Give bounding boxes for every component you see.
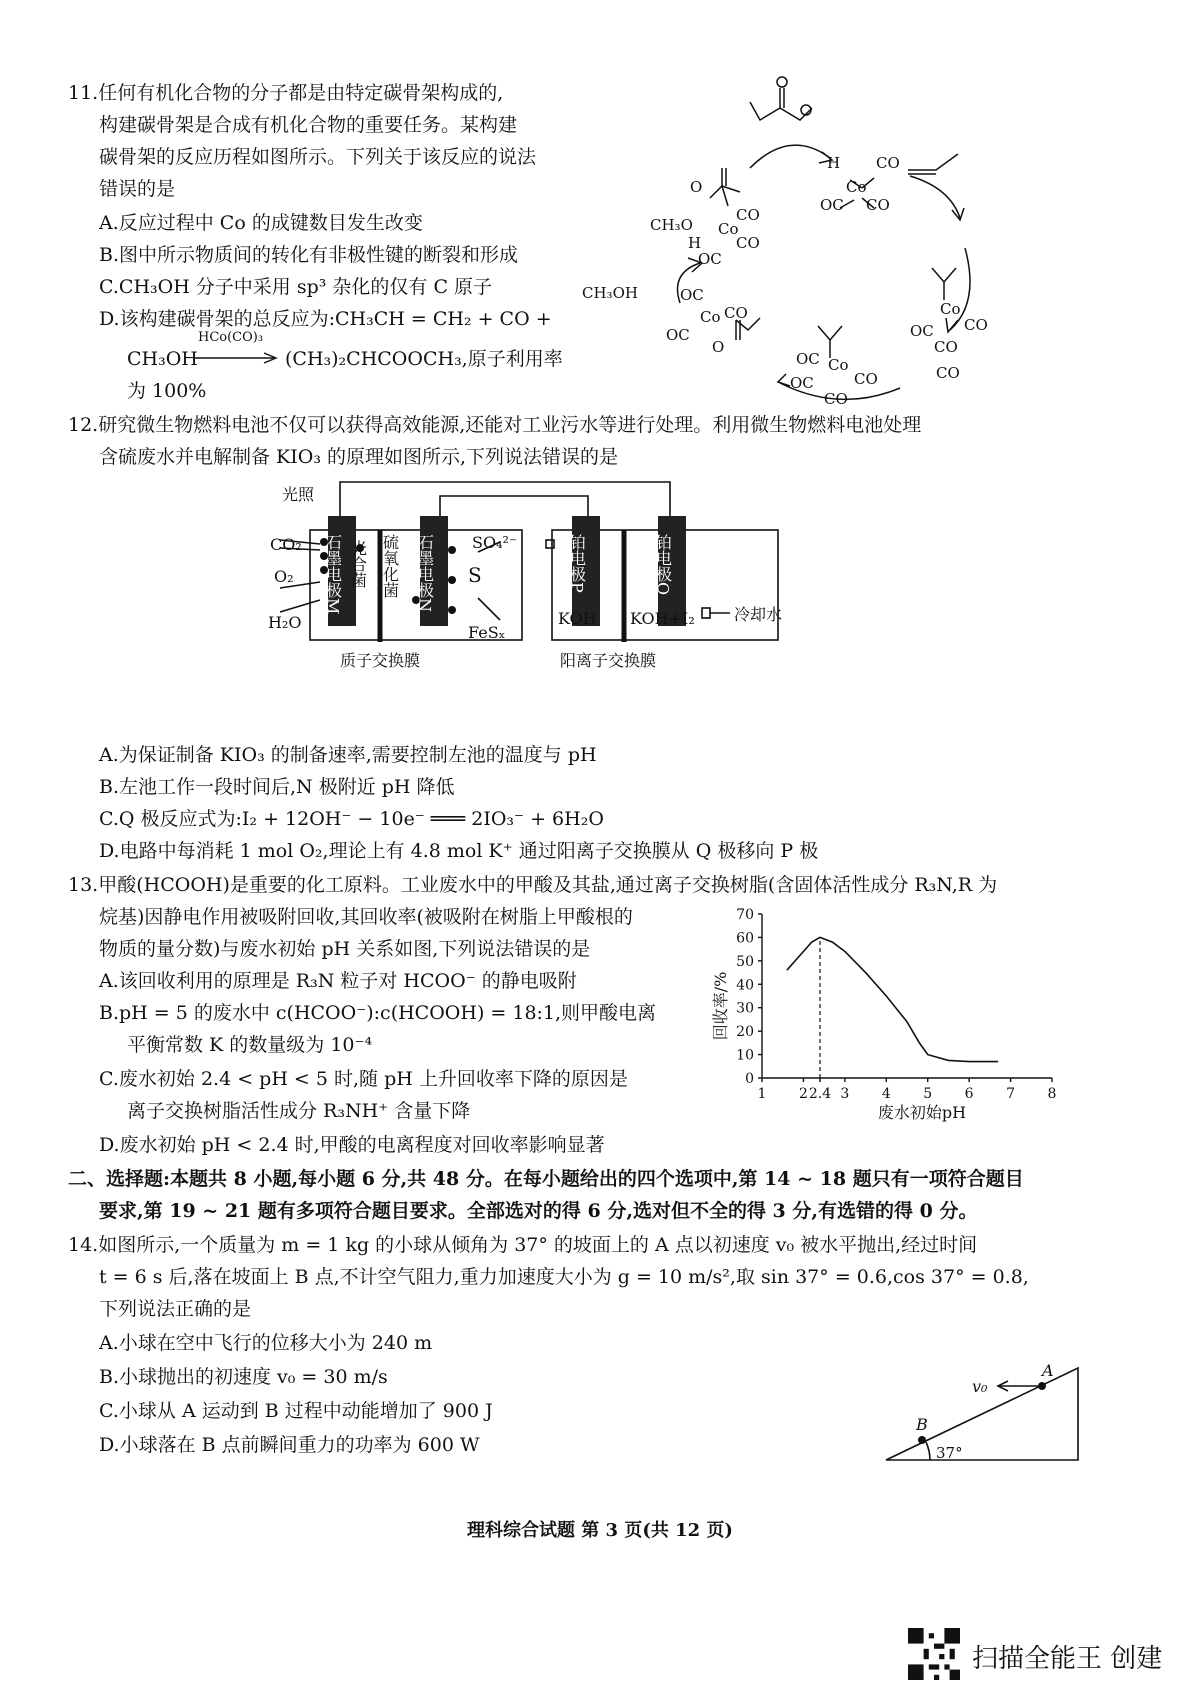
chart-x-tick-label: 7 [1006, 1086, 1016, 1102]
q14-fig-angle: 37° [936, 1444, 963, 1462]
q14-fig-v0: v₀ [972, 1377, 988, 1396]
q11-fig-oc-2: OC [698, 250, 722, 268]
q11-option-d-product: (CH₃)₂CHCOOCH₃,原子利用率 [285, 348, 563, 370]
chart-x-tick-label: 6 [964, 1086, 974, 1102]
q12-fuel-cell-figure [260, 470, 860, 720]
chart-y-tick-label: 40 [736, 977, 754, 994]
page-footer: 理科综合试题 第 3 页(共 12 页) [467, 1520, 733, 1541]
q11-fig-oc-1: OC [820, 196, 844, 214]
chart-y-tick-label: 60 [736, 930, 754, 947]
q11-option-d: D.该构建碳骨架的总反应为:CH₃CH = CH₂ + CO + [99, 308, 552, 330]
chart-x-tick-label: 1 [757, 1086, 767, 1102]
chart-y-tick-label: 30 [736, 1000, 754, 1017]
q11-stem-line-4: 错误的是 [99, 178, 176, 200]
q12-label-co2: CO₂ [270, 535, 302, 554]
scanner-brand-text: 扫描全能王 创建 [972, 1644, 1163, 1674]
chart-xlabel: 废水初始pH [877, 1103, 967, 1122]
q11-stem-line-3: 碳骨架的反应历程如图所示。下列关于该反应的说法 [99, 146, 537, 168]
q14-stem-line-2: t = 6 s 后,落在坡面上 B 点,不计空气阻力,重力加速度大小为 g = 10 m/s²,取 sin 37° = 0.6,cos 37° = 0.8, [99, 1266, 1029, 1288]
q11-fig-oc-5: OC [910, 322, 934, 340]
chart-y-tick-label: 50 [736, 953, 754, 970]
q11-fig-oc-3: OC [680, 286, 704, 304]
q12-option-d: D.电路中每消耗 1 mol O₂,理论上有 4.8 mol K⁺ 通过阳离子交换膜从 Q 极移向 P 极 [99, 840, 819, 862]
chart-y-tick-label: 20 [736, 1024, 754, 1041]
q13-option-c-cont: 离子交换树脂活性成分 R₃NH⁺ 含量下降 [127, 1100, 471, 1122]
q11-fig-cobalt-1: Co [846, 178, 867, 196]
q12-label-s: S [468, 563, 482, 587]
q12-label-electrode-p: 铂电极P [567, 534, 587, 593]
q12-label-bacteria-1: 光合菌 [348, 540, 368, 588]
q11-fig-o-1: O [690, 178, 703, 196]
chart-ylabel: 回收率/% [711, 971, 730, 1041]
section2-line-2: 要求,第 19 ~ 21 题有多项符合题目要求。全部选对的得 6 分,选对但不全的得 3 分,有选错的得 0 分。 [99, 1200, 978, 1222]
q11-fig-h3co: CH₃O [650, 216, 693, 234]
q11-stem-line-1: 11.任何有机化合物的分子都是由特定碳骨架构成的, [68, 82, 504, 104]
q14-option-a: A.小球在空中飞行的位移大小为 240 m [99, 1332, 433, 1354]
q14-stem-line-1: 14.如图所示,一个质量为 m = 1 kg 的小球从倾角为 37° 的坡面上的 A 点以初速度 v₀ 被水平抛出,经过时间 [68, 1234, 978, 1256]
q11-catalyst-label: HCo(CO)₃ [198, 330, 264, 345]
q12-label-h2o: H₂O [268, 613, 302, 632]
q11-fig-co-5: CO [724, 304, 748, 322]
q11-fig-co-10: CO [936, 364, 960, 382]
q12-stem-line-1: 12.研究微生物燃料电池不仅可以获得高效能源,还能对工业污水等进行处理。利用微生物燃料电池处理 [68, 414, 922, 436]
q11-fig-h: H [827, 154, 841, 172]
q13-stem-line-2: 烷基)因静电作用被吸附回收,其回收率(被吸附在树脂上甲酸根的 [99, 906, 633, 928]
q11-option-d-reactant: CH₃OH [127, 348, 198, 370]
q13-option-b-cont: 平衡常数 K 的数量级为 10⁻⁴ [127, 1034, 373, 1056]
q12-label-bacteria-2: 硫氧化菌 [380, 534, 400, 598]
chart-series-line [787, 937, 998, 1061]
q12-label-light: 光照 [282, 485, 315, 504]
q11-fig-co-6: CO [964, 316, 988, 334]
q13-option-c: C.废水初始 2.4 < pH < 5 时,随 pH 上升回收率下降的原因是 [99, 1068, 628, 1090]
q11-stem-line-2: 构建碳骨架是合成有机化合物的重要任务。某构建 [99, 114, 518, 136]
chart-x-tick-label: 2.4 [808, 1086, 832, 1102]
chart-x-tick-label: 3 [840, 1086, 850, 1102]
q14-slope-figure [880, 1360, 1090, 1470]
q12-option-b: B.左池工作一段时间后,N 极附近 pH 降低 [99, 776, 455, 798]
q12-label-electrode-n: 石墨电极N [415, 534, 435, 612]
chart-x-tick-label: 5 [923, 1086, 933, 1102]
q14-fig-a: A [1042, 1361, 1054, 1380]
q11-catalytic-cycle-figure [582, 68, 1110, 418]
q11-option-c: C.CH₃OH 分子中采用 sp³ 杂化的仅有 C 原子 [99, 276, 493, 298]
q11-fig-co-8: CO [854, 370, 878, 388]
q12-label-cooling: 冷却水 [734, 605, 783, 624]
section2-line-1: 二、选择题:本题共 8 小题,每小题 6 分,共 48 分。在每小题给出的四个选项中,第 14 ~ 18 题只有一项符合题目 [68, 1168, 1024, 1190]
chart-y-tick-label: 10 [736, 1047, 754, 1064]
q13-option-b: B.pH = 5 的废水中 c(HCOO⁻):c(HCOOH) = 18:1,则甲酸电离 [99, 1002, 657, 1024]
q12-label-electrode-q: 铂电极Q [653, 534, 673, 596]
q11-option-b: B.图中所示物质间的转化有非极性键的断裂和形成 [99, 244, 519, 266]
q12-label-fesx: FeSₓ [468, 623, 506, 642]
q12-option-c: C.Q 极反应式为:I₂ + 12OH⁻ − 10e⁻ ═══ 2IO₃⁻ + 6H₂O [99, 808, 604, 830]
q11-fig-h2: H [688, 234, 702, 252]
q11-fig-oc-4: OC [666, 326, 690, 344]
q11-option-a: A.反应过程中 Co 的成键数目发生改变 [99, 212, 423, 234]
q11-fig-cobalt-4: Co [940, 300, 961, 318]
q12-label-o2: O₂ [274, 567, 294, 586]
q11-fig-oc-7: OC [790, 374, 814, 392]
chart-y-tick-label: 0 [745, 1071, 754, 1087]
q13-stem-line-1: 13.甲酸(HCOOH)是重要的化工原料。工业废水中的甲酸及其盐,通过离子交换树脂(含固体活性成分 R₃N,R 为 [68, 874, 998, 896]
q14-option-c: C.小球从 A 运动到 B 过程中动能增加了 900 J [99, 1400, 493, 1422]
q11-fig-co-3: CO [736, 206, 760, 224]
q11-fig-co-4: CO [736, 234, 760, 252]
q12-label-cation-membrane: 阳离子交换膜 [560, 651, 657, 670]
qr-code-icon [908, 1628, 960, 1680]
q12-stem-line-2: 含硫废水并电解制备 KIO₃ 的原理如图所示,下列说法错误的是 [99, 446, 619, 468]
q11-fig-cobalt-3: Co [700, 308, 721, 326]
q12-label-koh-i2: KOH+I₂ [630, 609, 695, 628]
q11-reaction-arrow [192, 346, 280, 366]
chart-y-tick-label: 70 [736, 907, 754, 923]
q13-stem-line-3: 物质的量分数)与废水初始 pH 关系如图,下列说法错误的是 [99, 938, 591, 960]
q11-fig-oc-6: OC [796, 350, 820, 368]
q12-label-proton-membrane: 质子交换膜 [340, 651, 421, 670]
q11-fig-methanol: CH₃OH [582, 284, 638, 302]
q14-option-b: B.小球抛出的初速度 v₀ = 30 m/s [99, 1366, 388, 1388]
q14-option-d: D.小球落在 B 点前瞬间重力的功率为 600 W [99, 1434, 480, 1456]
q14-fig-b: B [916, 1415, 928, 1434]
q12-label-electrode-m: 石墨电极M [323, 534, 343, 615]
q11-fig-co-9: CO [824, 390, 848, 408]
q11-fig-cobalt-2: Co [718, 220, 739, 238]
q14-stem-line-3: 下列说法正确的是 [99, 1298, 252, 1320]
q12-label-so4: SO₄²⁻ [472, 533, 518, 552]
q12-label-koh: KOH [558, 609, 597, 628]
chart-x-tick-label: 2 [798, 1086, 808, 1102]
q12-option-a: A.为保证制备 KIO₃ 的制备速率,需要控制左池的温度与 pH [99, 744, 597, 766]
q11-option-d-tail: 为 100% [127, 380, 207, 402]
q11-fig-co-2: CO [866, 196, 890, 214]
q11-fig-cobalt-5: Co [828, 356, 849, 374]
chart-x-tick-label: 4 [881, 1086, 891, 1102]
q11-fig-o-2: O [712, 338, 725, 356]
q11-fig-co-7: CO [934, 338, 958, 356]
q13-option-d: D.废水初始 pH < 2.4 时,甲酸的电离程度对回收率影响显著 [99, 1134, 605, 1156]
q13-option-a: A.该回收利用的原理是 R₃N 粒子对 HCOO⁻ 的静电吸附 [99, 970, 577, 992]
q11-fig-co-1: CO [876, 154, 900, 172]
q13-recovery-chart [712, 896, 1092, 1122]
chart-x-tick-label: 8 [1047, 1086, 1057, 1102]
